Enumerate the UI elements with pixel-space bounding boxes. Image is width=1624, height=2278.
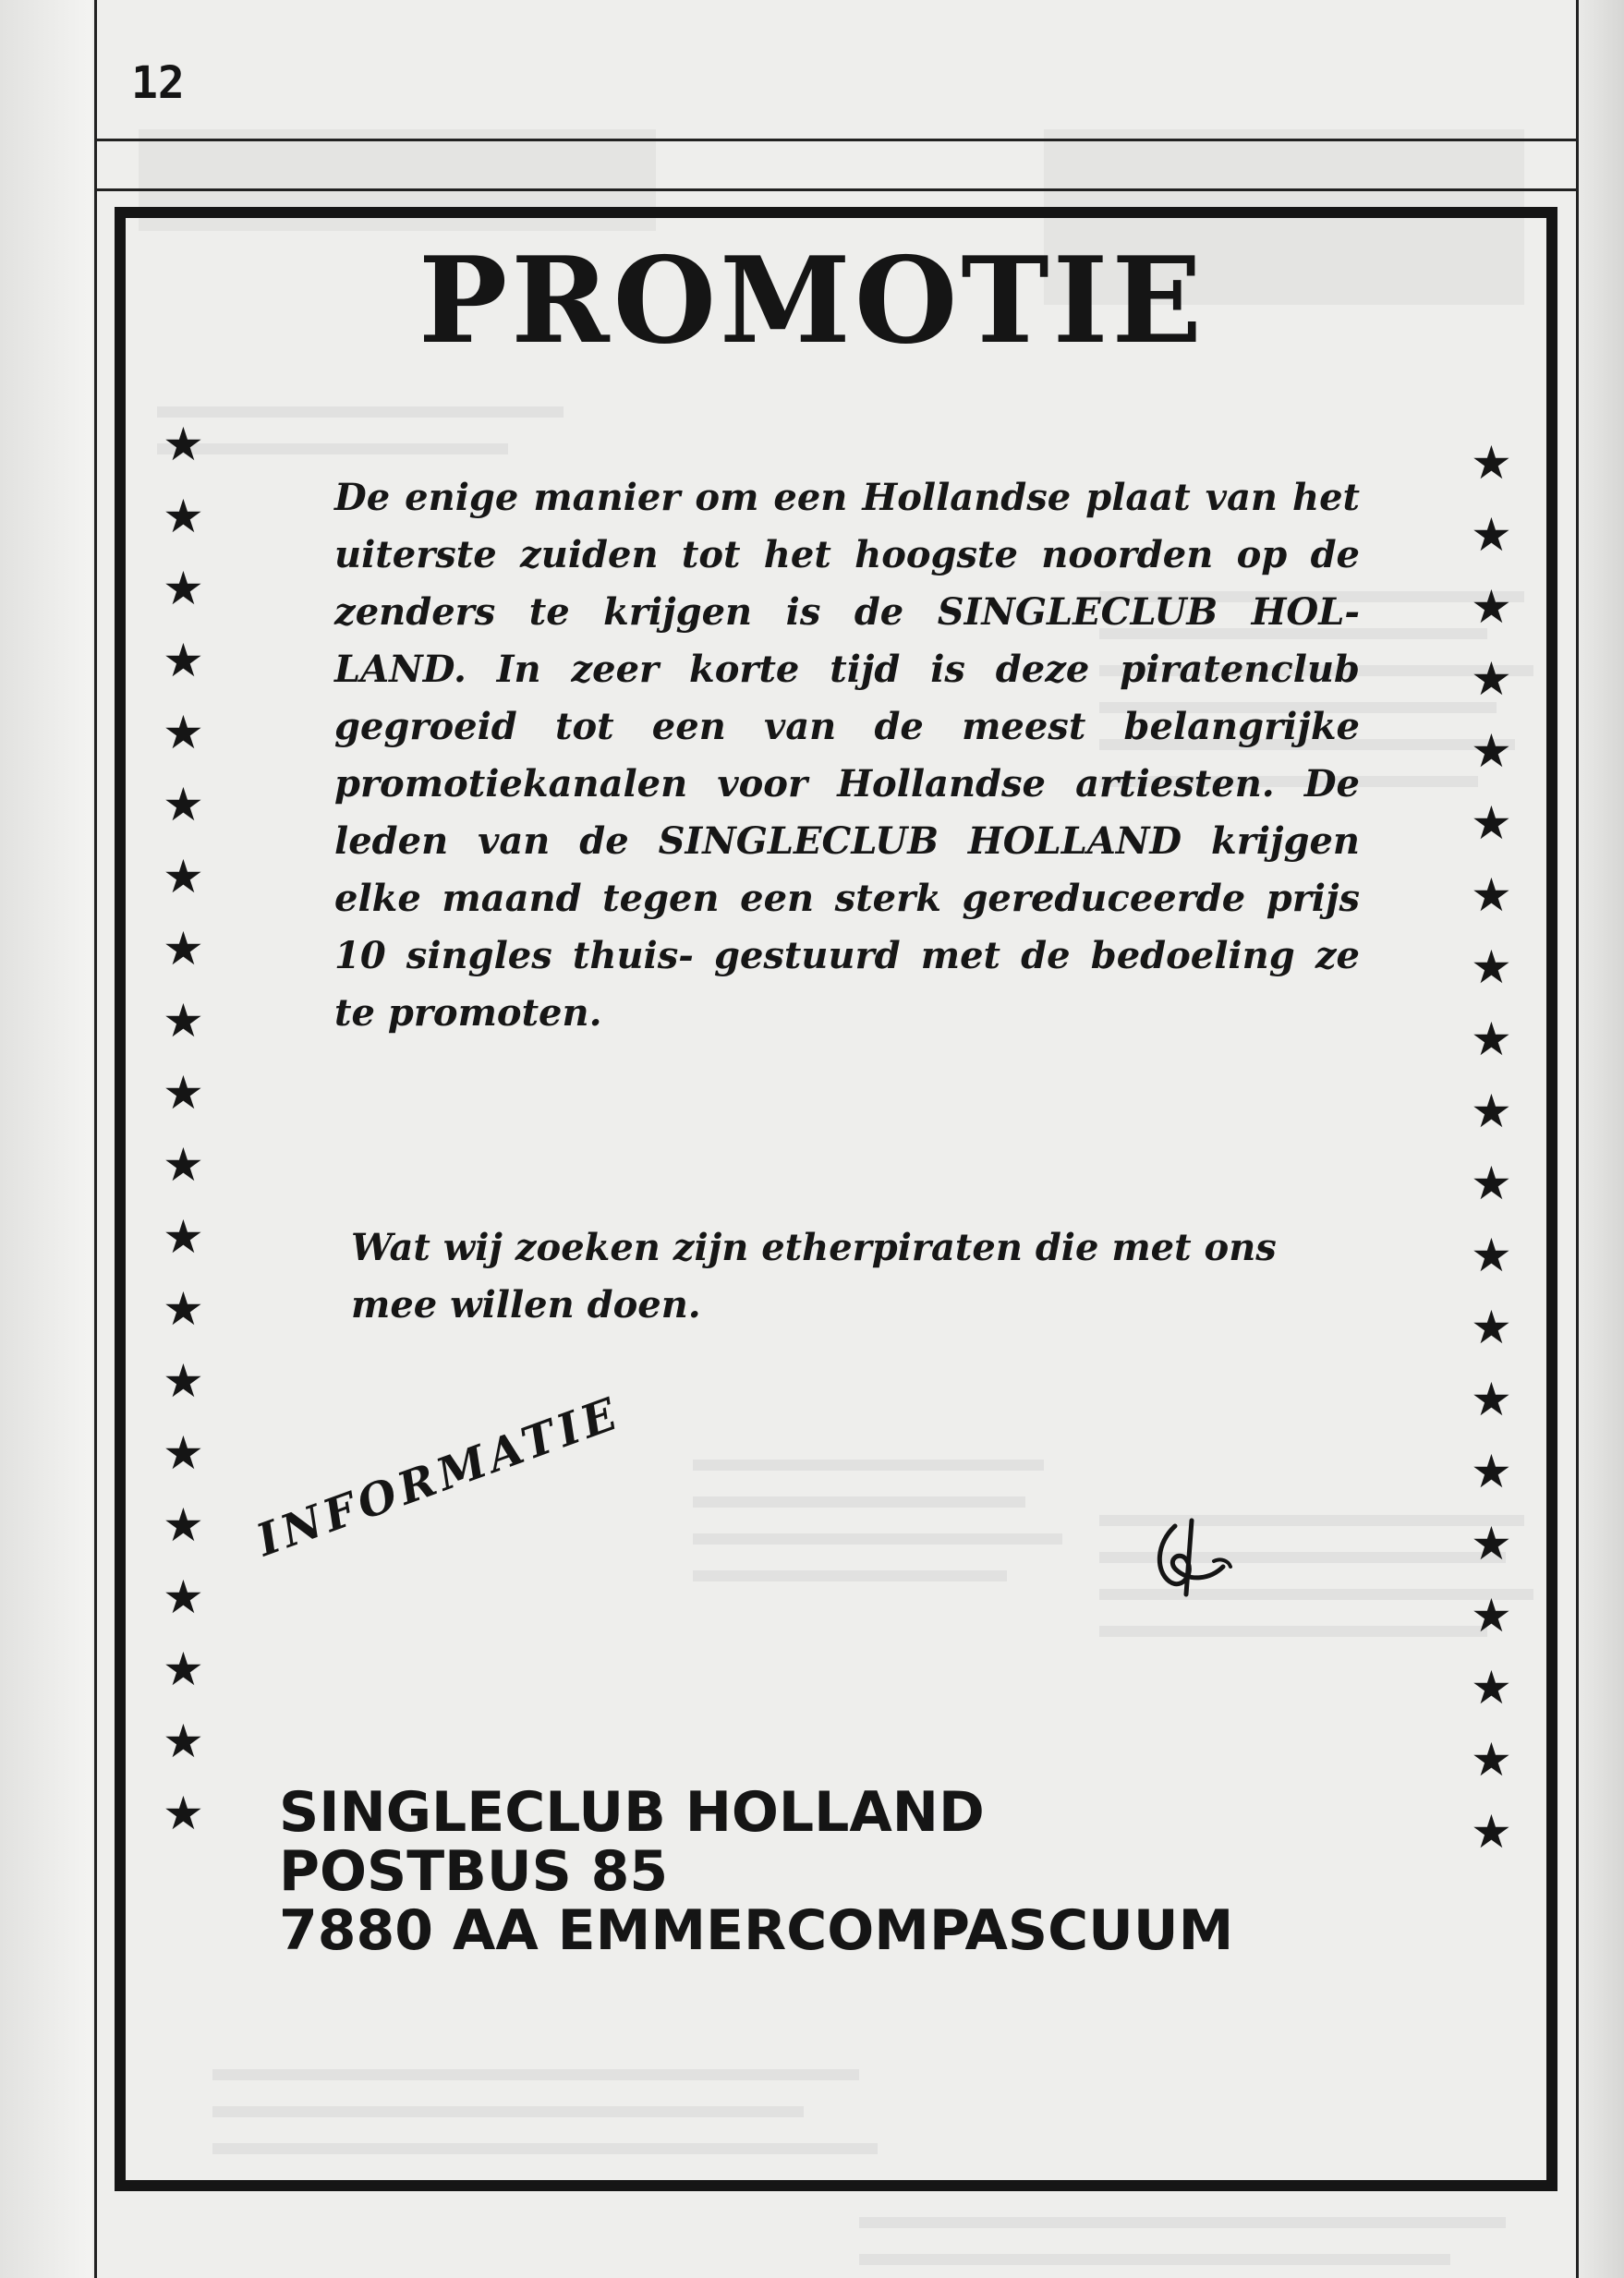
header-rule-bottom	[94, 188, 1579, 191]
star-icon: ★	[163, 1066, 204, 1120]
star-icon: ★	[1471, 724, 1512, 778]
contact-address	[279, 1780, 1234, 1963]
star-icon: ★	[163, 490, 204, 543]
star-icon: ★	[1471, 1373, 1512, 1426]
star-icon: ★	[1471, 436, 1512, 490]
star-icon: ★	[163, 634, 204, 687]
star-icon: ★	[1471, 1733, 1512, 1787]
star-icon: ★	[163, 1210, 204, 1264]
star-icon: ★	[1471, 1301, 1512, 1354]
star-icon: ★	[1471, 1157, 1512, 1210]
star-icon: ★	[163, 922, 204, 975]
address-line-postbus: POSTBUS 85	[279, 1839, 669, 1904]
star-icon: ★	[163, 1570, 204, 1624]
info-label: INFORMATIE	[249, 1387, 628, 1567]
star-icon: ★	[1471, 1661, 1512, 1715]
star-icon: ★	[163, 1787, 204, 1840]
star-icon: ★	[1471, 580, 1512, 634]
star-icon: ★	[1471, 868, 1512, 922]
star-icon: ★	[1471, 1445, 1512, 1498]
star-icon: ★	[1471, 796, 1512, 850]
star-icon: ★	[163, 562, 204, 615]
star-icon: ★	[163, 1498, 204, 1552]
star-icon: ★	[1471, 1084, 1512, 1138]
ad-body-text: De enige manier om een Hollandse plaat van het uiterste zuiden tot het hoogste noorden op de zenders te krijgen is de SINGLECLUB HOL- LAND. In zeer korte tijd is deze piratenclub gegroeid tot een van de meest belangrijke promotiekanalen voor Hollandse artiesten. De leden van de SINGLECLUB HOLLAND krijgen elke maand tegen een sterk gereduceerde prijs 10 singles thuis- gestuurd met de bedoeling ze te promoten.	[334, 476, 1360, 1035]
header-rule-top	[94, 139, 1579, 141]
star-icon: ★	[1471, 1589, 1512, 1642]
star-icon: ★	[1471, 508, 1512, 562]
star-icon: ★	[163, 1138, 204, 1192]
star-icon: ★	[1471, 1012, 1512, 1066]
star-icon: ★	[163, 1642, 204, 1696]
star-icon: ★	[1471, 1517, 1512, 1570]
star-icon: ★	[1471, 940, 1512, 994]
ad-title: PROMOTIE	[418, 232, 1206, 370]
ad-call-to-action: Wat wij zoeken zijn etherpiraten die met ons mee willen doen.	[351, 1226, 1277, 1327]
star-icon: ★	[1471, 652, 1512, 706]
star-icon: ★	[1471, 1805, 1512, 1859]
address-line-city: 7880 AA EMMERCOMPASCUUM	[279, 1898, 1234, 1963]
star-icon: ★	[163, 1426, 204, 1480]
star-icon: ★	[163, 1282, 204, 1336]
star-icon: ★	[163, 706, 204, 759]
star-icon: ★	[163, 994, 204, 1048]
star-icon: ★	[1471, 1229, 1512, 1282]
star-icon: ★	[163, 418, 204, 471]
signature-logo-icon	[1138, 1515, 1249, 1598]
star-icon: ★	[163, 1354, 204, 1408]
page-number: 12	[131, 57, 185, 109]
address-line-club: SINGLECLUB HOLLAND	[279, 1780, 985, 1845]
star-icon: ★	[163, 850, 204, 903]
star-icon: ★	[163, 778, 204, 831]
star-icon: ★	[163, 1715, 204, 1768]
